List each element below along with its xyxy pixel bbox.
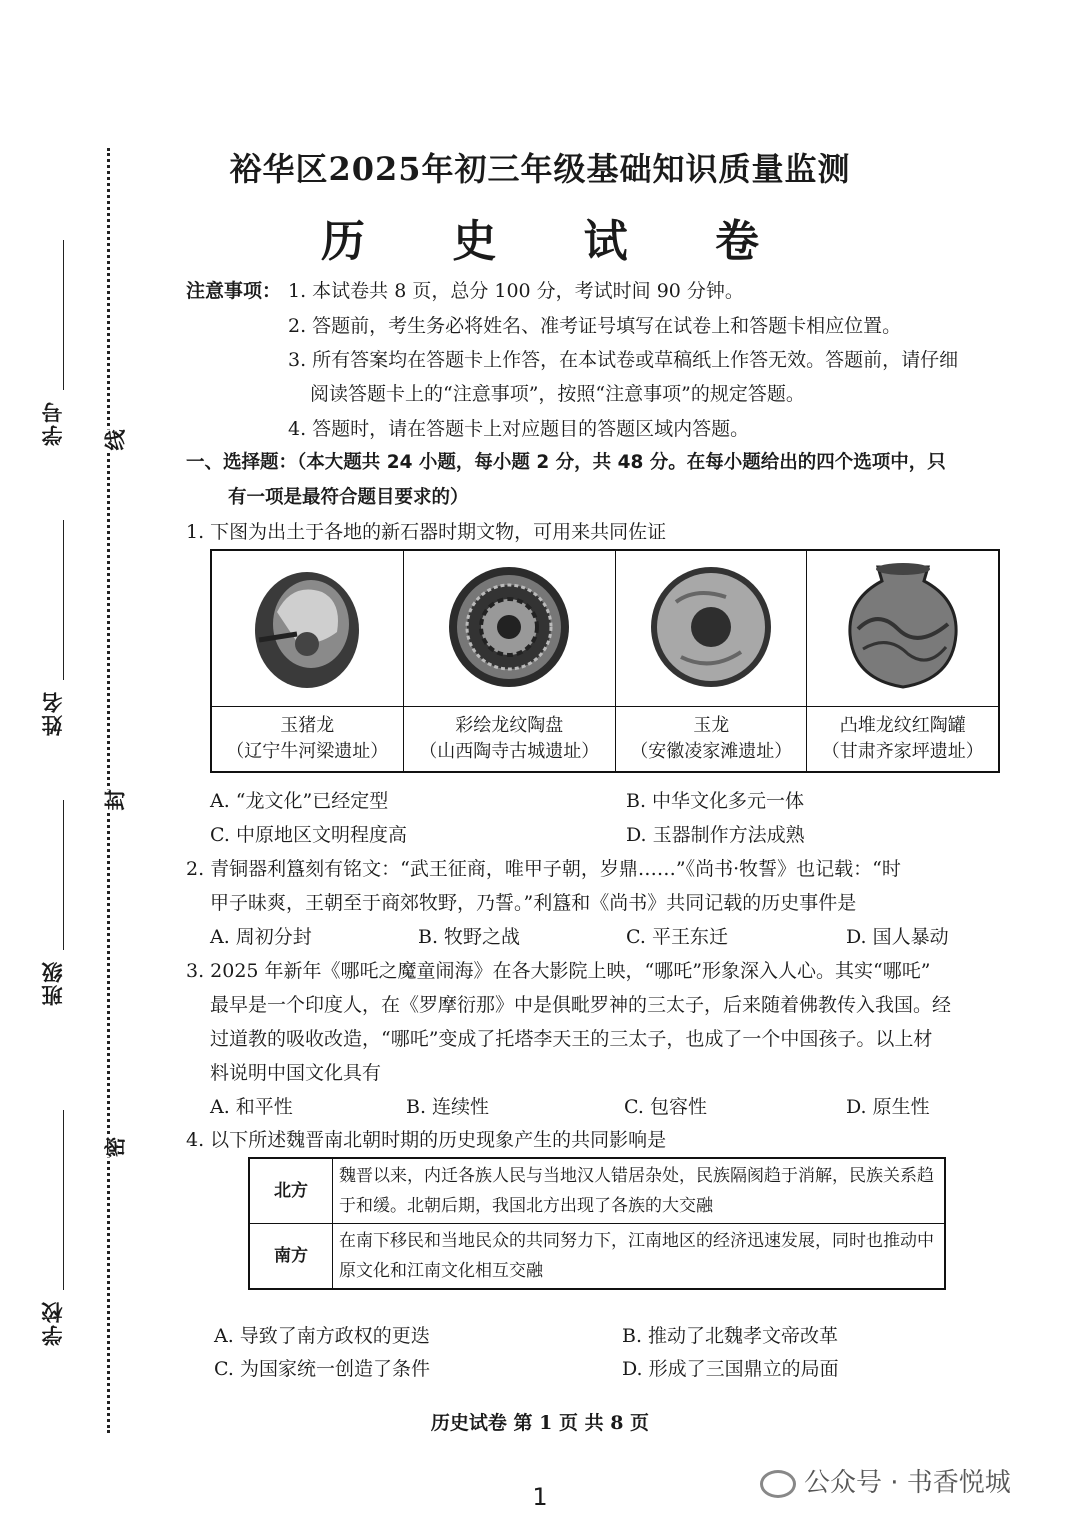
page-footer: 历史试卷 第 1 页 共 8 页 [430,1412,650,1434]
artifact-image-cell [807,550,999,707]
page-number: 1 [532,1483,548,1511]
q3-option-b[interactable]: B. 连续性 [406,1096,490,1118]
exam-subtitle: 历 史 试 卷 [321,216,795,267]
q2-option-d[interactable]: D. 国人暴动 [846,926,949,948]
q1-option-b[interactable]: B. 中华文化多元一体 [626,790,805,812]
notice-label: 注意事项： [186,280,282,302]
north-text: 魏晋以来，内迁各族人民与当地汉人错居杂处，民族隔阂趋于消解，民族关系趋于和缓。北朝后期，我国北方出现了各族的大交融 [333,1158,946,1224]
south-label: 南方 [249,1224,333,1290]
q4-material-table [248,1157,946,1290]
artifact-site: （山西陶寺古城遗址） [419,741,600,762]
seal-mark-line: 线 [100,430,130,451]
q4-option-b[interactable]: B. 推动了北魏孝文帝改革 [622,1325,839,1347]
artifact-site: （辽宁牛河梁遗址） [226,741,389,762]
red-pottery-jar-image [838,559,968,694]
artifact-name: 凸堆龙纹红陶罐 [839,715,966,736]
q1-option-c[interactable]: C. 中原地区文明程度高 [210,824,407,846]
q1-artifact-table [210,549,1000,773]
q4-option-c[interactable]: C. 为国家统一创造了条件 [214,1358,430,1380]
class-line [63,800,65,950]
q3-stem-cont: 过道教的吸收改造，“哪吒”变成了托塔李天王的三太子，也成了一个中国孩子。以上材 [210,1028,933,1050]
q1-option-a[interactable]: A. “龙文化”已经定型 [210,790,389,812]
q4-stem: 4. 以下所述魏晋南北朝时期的历史现象产生的共同影响是 [186,1129,667,1151]
name-line [63,520,65,680]
school-label: 学校 [41,1300,65,1346]
section-heading: 一、选择题：（本大题共 24 小题，每小题 2 分，共 48 分。在每小题给出的四个选项中，只 [186,452,946,473]
section-heading-cont: 有一项是最符合题目要求的） [228,487,469,508]
school-line [63,1110,65,1290]
exam-title: 裕华区2025年初三年级基础知识质量监测 [229,150,851,188]
q1-stem: 1. 下图为出土于各地的新石器时期文物，可用来共同佐证 [186,521,667,543]
q3-option-c[interactable]: C. 包容性 [624,1096,707,1118]
notice-item: 1. 本试卷共 8 页，总分 100 分，考试时间 90 分钟。 [288,280,744,302]
artifact-caption [211,707,403,773]
painted-dragon-plate-image [444,562,574,692]
artifact-image-cell [616,550,807,707]
q2-stem: 2. 青铜器利簋刻有铭文：“武王征商，唯甲子朝，岁鼎……”《尚书·牧誓》也记载：“时 [186,858,901,880]
artifact-name: 玉猪龙 [280,715,335,736]
artifact-name: 玉龙 [693,715,730,736]
jade-dragon-image [646,562,776,692]
q2-stem-cont: 甲子昧爽，王朝至于商郊牧野，乃誓。”利簋和《尚书》共同记载的历史事件是 [210,892,857,914]
name-label: 姓名 [41,690,65,736]
notice-item: 3. 所有答案均在答题卡上作答，在本试卷或草稿纸上作答无效。答题前，请仔细 [288,349,959,371]
q1-option-d[interactable]: D. 玉器制作方法成熟 [626,824,805,846]
q3-stem-cont: 最早是一个印度人，在《罗摩衍那》中是俱毗罗神的三太子，后来随着佛教传入我国。经 [210,994,952,1016]
north-label: 北方 [249,1158,333,1224]
artifact-image-cell [211,550,403,707]
south-text: 在南下移民和当地民众的共同努力下，江南地区的经济迅速发展，同时也推动中原文化和江南文化相互交融 [333,1224,946,1290]
notice-item: 4. 答题时，请在答题卡上对应题目的答题区域内答题。 [288,418,750,440]
seal-mark-secret: 密 [100,1137,130,1158]
jade-pig-dragon-image [247,562,367,692]
q4-option-a[interactable]: A. 导致了南方政权的更迭 [214,1325,430,1347]
q2-option-a[interactable]: A. 周初分封 [210,926,312,948]
seal-mark-seal: 封 [100,790,130,811]
artifact-site: （甘肃齐家坪遗址） [821,741,984,762]
artifact-image-cell [403,550,616,707]
q3-stem-cont: 料说明中国文化具有 [210,1062,382,1084]
q2-option-c[interactable]: C. 平王东迁 [626,926,728,948]
student-no-label: 学号 [41,400,65,446]
q4-option-d[interactable]: D. 形成了三国鼎立的局面 [622,1358,839,1380]
q2-option-b[interactable]: B. 牧野之战 [418,926,521,948]
artifact-site: （安徽凌家滩遗址） [630,741,793,762]
class-label: 班级 [41,960,65,1006]
artifact-name: 彩绘龙纹陶盘 [455,715,564,736]
q3-stem: 3. 2025 年新年《哪吒之魔童闹海》在各大影院上映，“哪吒”形象深入人心。其实“哪吒” [186,960,931,982]
artifact-caption [616,707,807,773]
q3-option-d[interactable]: D. 原生性 [846,1096,930,1118]
watermark-text: 公众号 · 书香悦城 [804,1468,1011,1498]
notice-item: 2. 答题前，考生务必将姓名、准考证号填写在试卷上和答题卡相应位置。 [288,315,902,337]
artifact-caption [807,707,999,773]
notice-item: 阅读答题卡上的“注意事项”，按照“注意事项”的规定答题。 [310,383,805,405]
q3-option-a[interactable]: A. 和平性 [210,1096,293,1118]
artifact-caption [403,707,616,773]
